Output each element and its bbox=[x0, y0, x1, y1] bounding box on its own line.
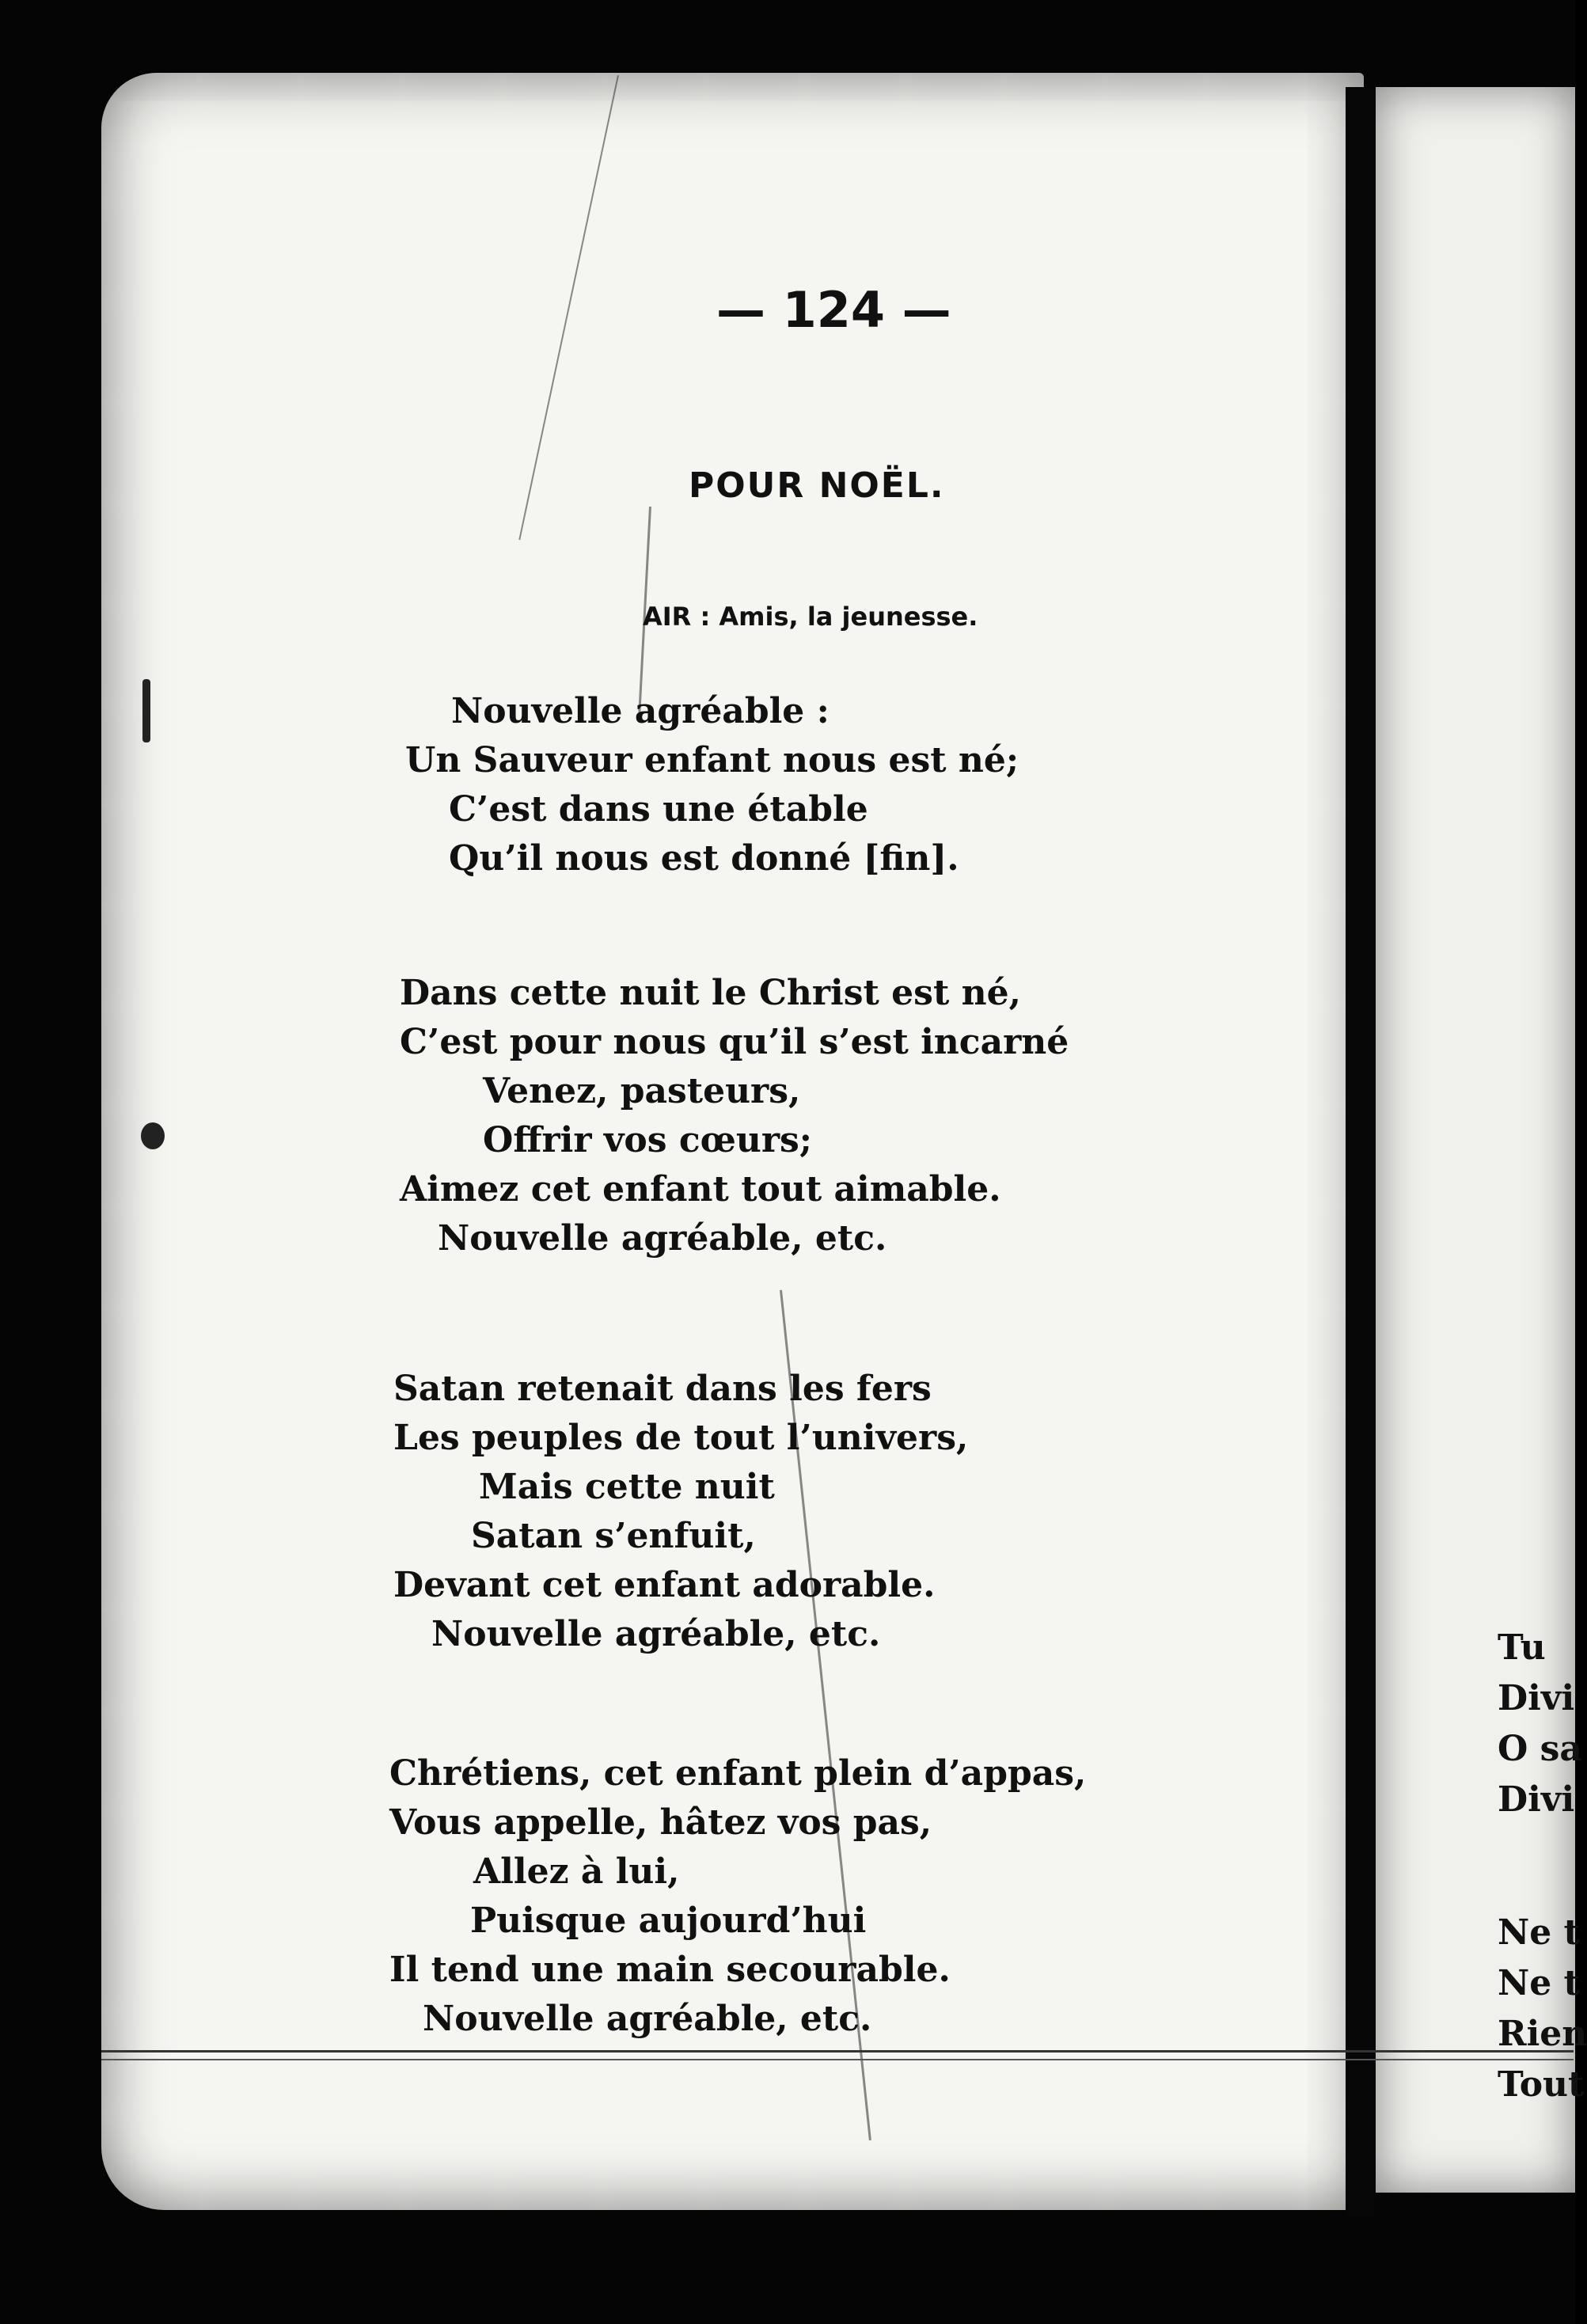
verse-line: Les peuples de tout l’univers, bbox=[393, 1418, 969, 1458]
fragment-line: Rien bbox=[1498, 2014, 1587, 2054]
ink-blot bbox=[142, 679, 150, 742]
verse-line: Vous appelle, hâtez vos pas, bbox=[389, 1802, 932, 1843]
fragment-line: Divi bbox=[1498, 1678, 1575, 1718]
verse-line: Offrir vos cœurs; bbox=[483, 1120, 813, 1160]
verse-line: Satan s’enfuit, bbox=[471, 1516, 756, 1556]
verse-line: Allez à lui, bbox=[473, 1851, 680, 1892]
fragment-line: Tout bbox=[1498, 2064, 1585, 2105]
verse-line: C’est pour nous qu’il s’est incarné bbox=[400, 1022, 1069, 1062]
fragment-line: Ne t bbox=[1498, 1912, 1580, 1953]
song-title: POUR NOËL. bbox=[689, 465, 945, 506]
verse-line: Dans cette nuit le Christ est né, bbox=[400, 973, 1021, 1013]
air-subtitle: AIR : Amis, la jeunesse. bbox=[643, 602, 978, 632]
fragment-line: Divi bbox=[1498, 1779, 1575, 1820]
verse-line: Satan retenait dans les fers bbox=[393, 1369, 932, 1409]
right-page-fragment-group bbox=[1498, 1623, 1582, 1825]
verse-line: Mais cette nuit bbox=[479, 1467, 775, 1507]
ink-blot bbox=[141, 1122, 165, 1149]
verse-line: C’est dans une étable bbox=[449, 789, 868, 830]
bottom-rule bbox=[101, 2050, 1574, 2060]
verse-line: Qu’il nous est donné [fin]. bbox=[449, 838, 959, 879]
verse-line: Chrétiens, cet enfant plein d’appas, bbox=[389, 1753, 1087, 1794]
page-gutter bbox=[1346, 87, 1376, 2216]
fragment-line: O sa bbox=[1498, 1729, 1582, 1769]
stanza-2 bbox=[400, 969, 1069, 1263]
right-page bbox=[1376, 87, 1575, 2193]
verse-line: Nouvelle agréable, etc. bbox=[423, 1999, 872, 2039]
stanza-4 bbox=[389, 1749, 1086, 2044]
fragment-line: Ne t bbox=[1498, 1963, 1580, 2003]
verse-line: Il tend une main secourable. bbox=[389, 1950, 951, 1990]
right-page-fragment-group bbox=[1498, 1908, 1587, 2110]
page-number: — 124 — bbox=[716, 281, 951, 339]
verse-line: Un Sauveur enfant nous est né; bbox=[405, 740, 1019, 780]
stanza-3 bbox=[393, 1365, 968, 1659]
verse-line: Nouvelle agréable : bbox=[451, 691, 830, 731]
verse-line: Venez, pasteurs, bbox=[483, 1071, 801, 1111]
verse-line: Nouvelle agréable, etc. bbox=[431, 1614, 881, 1654]
fragment-line: Tu bbox=[1498, 1627, 1546, 1668]
stanza-1 bbox=[405, 687, 1019, 883]
verse-line: Aimez cet enfant tout aimable. bbox=[400, 1169, 1001, 1209]
verse-line: Nouvelle agréable, etc. bbox=[438, 1218, 887, 1259]
verse-line: Devant cet enfant adorable. bbox=[393, 1565, 936, 1605]
verse-line: Puisque aujourd’hui bbox=[470, 1901, 867, 1941]
